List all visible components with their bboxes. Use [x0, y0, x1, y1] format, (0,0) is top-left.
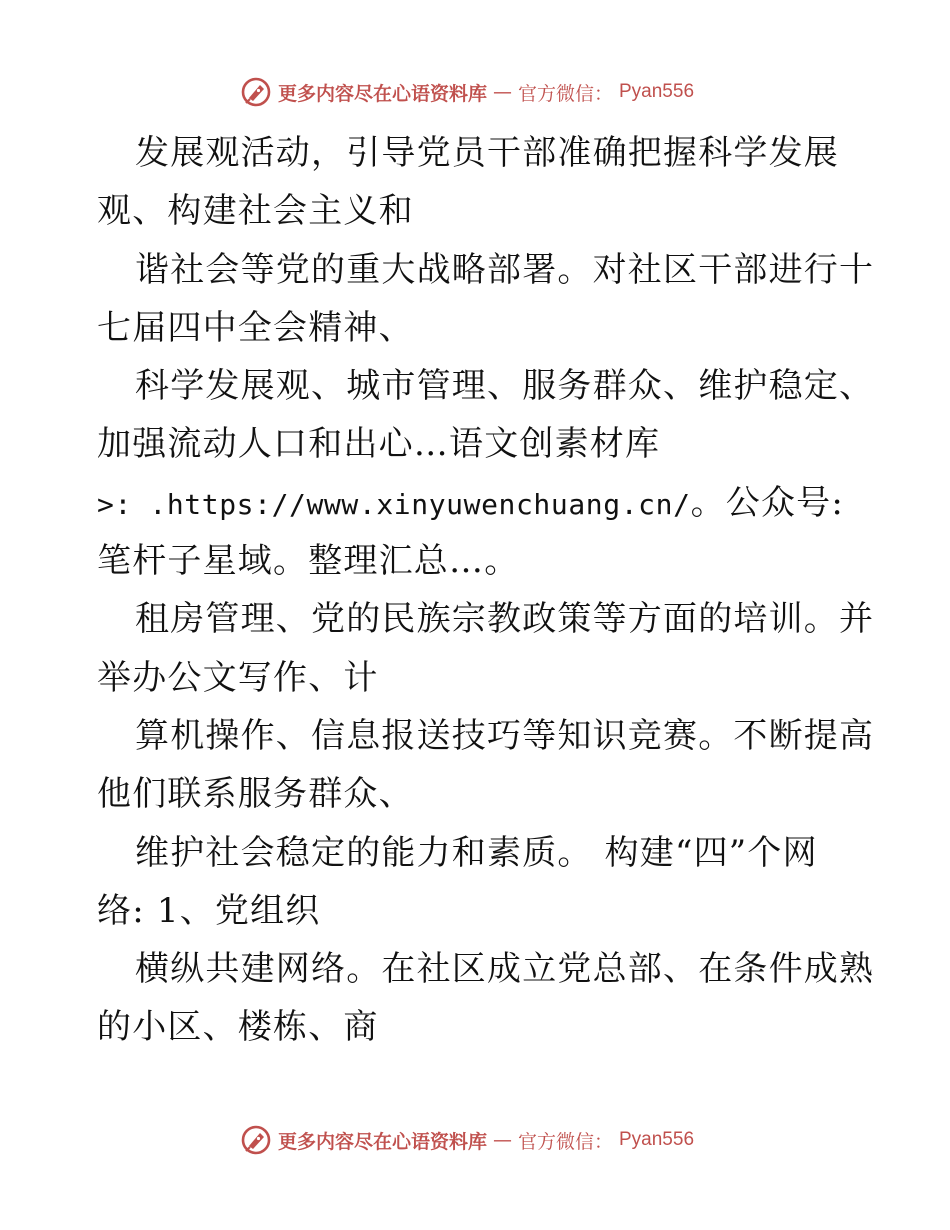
body-line: 科学发展观、城市管理、服务群众、维护稳定、: [135, 366, 875, 407]
header-contact-id: Pyan556: [619, 81, 695, 102]
body-line: 举办公文写作、计: [97, 657, 379, 698]
body-line: 络: 1、党组织: [97, 890, 321, 931]
body-line: 笔杆子星域。整理汇总…。: [97, 541, 520, 582]
header-banner-inner: [240, 76, 694, 108]
public-account-label: 。公众号:: [690, 482, 845, 523]
footer-contact-id: Pyan556: [619, 1129, 695, 1150]
footer-separator: —: [492, 1129, 512, 1151]
header-banner: [0, 72, 950, 112]
pen-nib-logo-icon: [240, 1124, 272, 1156]
body-line: 的小区、楼栋、商: [97, 1007, 379, 1048]
footer-contact-label: 官方微信：: [517, 1130, 613, 1153]
body-line: 加强流动人口和出心…语文创素材库: [97, 424, 661, 465]
body-line: 维护社会稳定的能力和素质。 构建“四”个网: [135, 832, 818, 873]
document-body: [97, 124, 875, 1057]
body-line: 谐社会等党的重大战略部署。对社区干部进行十: [135, 249, 875, 290]
header-separator: —: [492, 81, 512, 103]
body-line: 他们联系服务群众、: [97, 774, 414, 815]
pen-nib-logo-icon: [240, 76, 272, 108]
footer-banner: [0, 1120, 950, 1160]
footer-banner-inner: [240, 1124, 694, 1156]
body-line-url: [97, 474, 857, 532]
header-contact-label: 官方微信：: [517, 82, 613, 105]
body-line: 观、构建社会主义和: [97, 191, 414, 232]
footer-promo-text: 更多内容尽在心语资料库: [277, 1130, 487, 1153]
body-line: 发展观活动，引导党员干部准确把握科学发展: [135, 133, 839, 173]
url-text: >: .https://www.xinyuwenchuang.cn/: [97, 487, 691, 521]
body-line: 算机操作、信息报送技巧等知识竞赛。不断提高: [135, 715, 875, 756]
header-promo-text: 更多内容尽在心语资料库: [277, 82, 487, 105]
body-line: 租房管理、党的民族宗教政策等方面的培训。并: [135, 599, 875, 640]
body-line: 横纵共建网络。在社区成立党总部、在条件成熟: [135, 949, 875, 990]
body-line: 七届四中全会精神、: [97, 307, 414, 348]
